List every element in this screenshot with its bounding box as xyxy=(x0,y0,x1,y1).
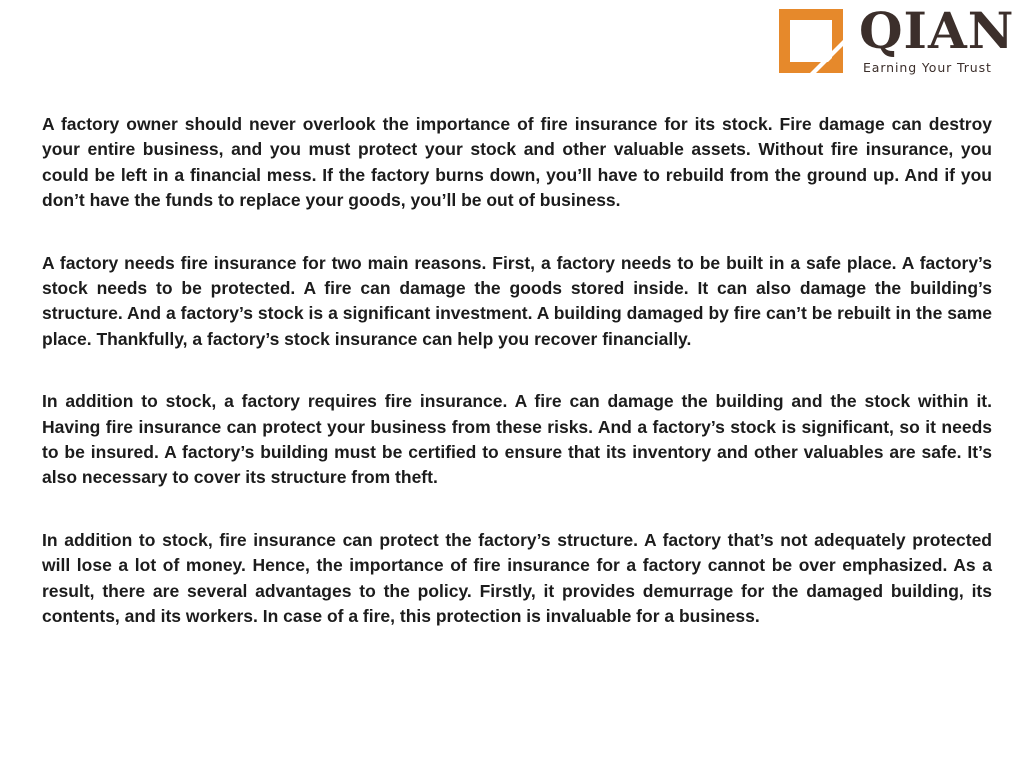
brand-name: QIAN xyxy=(859,1,1015,60)
paragraph-4: In addition to stock, fire insurance can protect the factory’s structure. A factory that’s not adequately protected will lose a lot of money. Hence, the importance of fire insurance for a factory cannot be over emphasized. As a result, there are several advantages to the policy. Firstly, it provides demurrage for the damaged building, its contents, and its workers. In case of a fire, this protection is invaluable for a business. xyxy=(42,529,992,627)
paragraph-1: A factory owner should never overlook the importance of fire insurance for its stock. Fire damage can destroy your entire business, and you must protect your stock and other valuable assets. Without fire insurance, you could be left in a financial mess. If the factory burns down, you’ll have to rebuild from the ground up. And if you don’t have the funds to replace your goods, you’ll be out of business. xyxy=(42,114,992,211)
qian-logo-square-icon xyxy=(779,9,843,73)
qian-logo xyxy=(779,1,1017,77)
paragraph-2: A factory needs fire insurance for two main reasons. First, a factory needs to be built in a safe place. A factory’s stock needs to be protected. A fire can damage the goods stored inside. It can also damage the building’s structure. And a factory’s stock is a significant investment. A building damaged by fire can’t be rebuilt in the same place. Thankfully, a factory’s stock insurance can help you recover financially. xyxy=(42,252,992,349)
paragraph-3: In addition to stock, a factory requires fire insurance. A fire can damage the building and the stock within it. Having fire insurance can protect your business from these risks. And a factory’s stock is significant, so it needs to be insured. A factory’s building must be certified to ensure that its inventory and other valuables are safe. It’s also necessary to cover its structure from theft. xyxy=(42,391,992,488)
article-body xyxy=(42,112,992,667)
brand-tagline: Earning Your Trust xyxy=(863,60,992,75)
